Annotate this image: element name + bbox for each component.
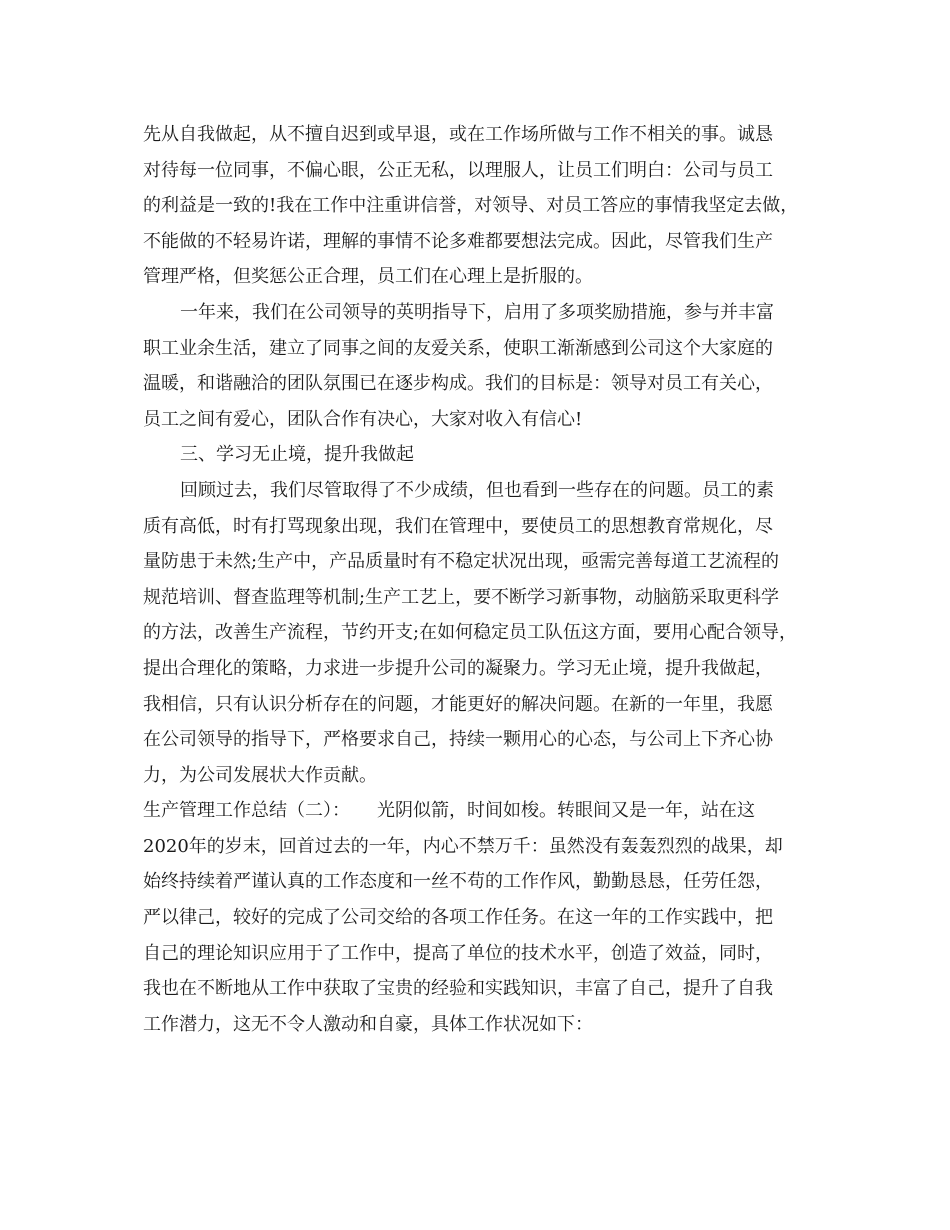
section-heading: 三、学习无止境，提升我做起: [180, 444, 414, 466]
text-line: 规范培训、督查监理等机制;生产工艺上，要不断学习新事物，动脑筋采取更科学: [143, 586, 780, 608]
text-line: 温暖，和谐融洽的团队氛围已在逐步构成。我们的目标是：领导对员工有关心，: [143, 373, 773, 395]
text-line: 职工业余生活，建立了同事之间的友爱关系，使职工渐渐感到公司这个大家庭的: [143, 337, 773, 359]
text-line: 先从自我做起，从不擅自迟到或早退，或在工作场所做与工作不相关的事。诚恳: [143, 124, 773, 145]
text-line: 2020年的岁末，回首过去的一年，内心不禁万千：虽然没有轰轰烈烈的战果，却: [143, 835, 783, 857]
body-text: [143, 117, 823, 1042]
text-line: 不能做的不轻易许诺，理解的事情不论多难都要想法完成。因此，尽管我们生产: [143, 230, 773, 252]
text-line: 的利益是一致的!我在工作中注重讲信誉，对领导、对员工答应的事情我坚定去做，: [143, 195, 799, 217]
text-line: 对待每一位同事，不偏心眼，公正无私，以理服人，让员工们明白：公司与员工: [143, 159, 773, 181]
text-line: 管理严格，但奖惩公正合理，员工们在心理上是折服的。: [143, 266, 593, 288]
paragraph-first-line: 一年来，我们在公司领导的英明指导下，启用了多项奖励措施，参与并丰富: [180, 301, 774, 323]
text-line: 始终持续着严谨认真的工作态度和一丝不苟的工作作风，勤勤恳恳，任劳任怨，: [143, 871, 773, 893]
text-line: 质有高低，时有打骂现象出现，我们在管理中，要使员工的思想教育常规化，尽: [143, 515, 773, 537]
text-line: 提出合理化的策略，力求进一步提升公司的凝聚力。学习无止境，提升我做起，: [143, 657, 773, 679]
paragraph-first-line: 回顾过去，我们尽管取得了不少成绩，但也看到一些存在的问题。员工的素: [180, 479, 774, 501]
text-line: 员工之间有爱心，团队合作有决心，大家对收入有信心!: [143, 408, 583, 430]
text-line: 严以律己，较好的完成了公司交给的各项工作任务。在这一年的工作实践中，把: [143, 907, 773, 929]
text-line: 量防患于未然;生产中，产品质量时有不稳定状况出现，亟需完善每道工艺流程的: [143, 551, 780, 573]
text-line: 自己的理论知识应用于了工作中，提高了单位的技术水平，创造了效益，同时，: [143, 942, 773, 964]
text-line: 的方法，改善生产流程，节约开支;在如何稳定员工队伍这方面，要用心配合领导，: [143, 622, 798, 644]
text-line: 工作潜力，这无不令人激动和自豪，具体工作状况如下：: [143, 1013, 593, 1035]
summary-title-line: 生产管理工作总结（二）： 光阴似箭，时间如梭。转眼间又是一年，站在这: [143, 800, 755, 822]
text-line: 力，为公司发展状大作贡献。: [143, 764, 377, 786]
text-line: 我相信，只有认识分析存在的问题，才能更好的解决问题。在新的一年里，我愿: [143, 693, 773, 715]
text-line: 我也在不断地从工作中获取了宝贵的经验和实践知识，丰富了自己，提升了自我: [143, 978, 773, 1000]
text-line: 在公司领导的指导下，严格要求自己，持续一颗用心的心态，与公司上下齐心协: [143, 729, 773, 751]
